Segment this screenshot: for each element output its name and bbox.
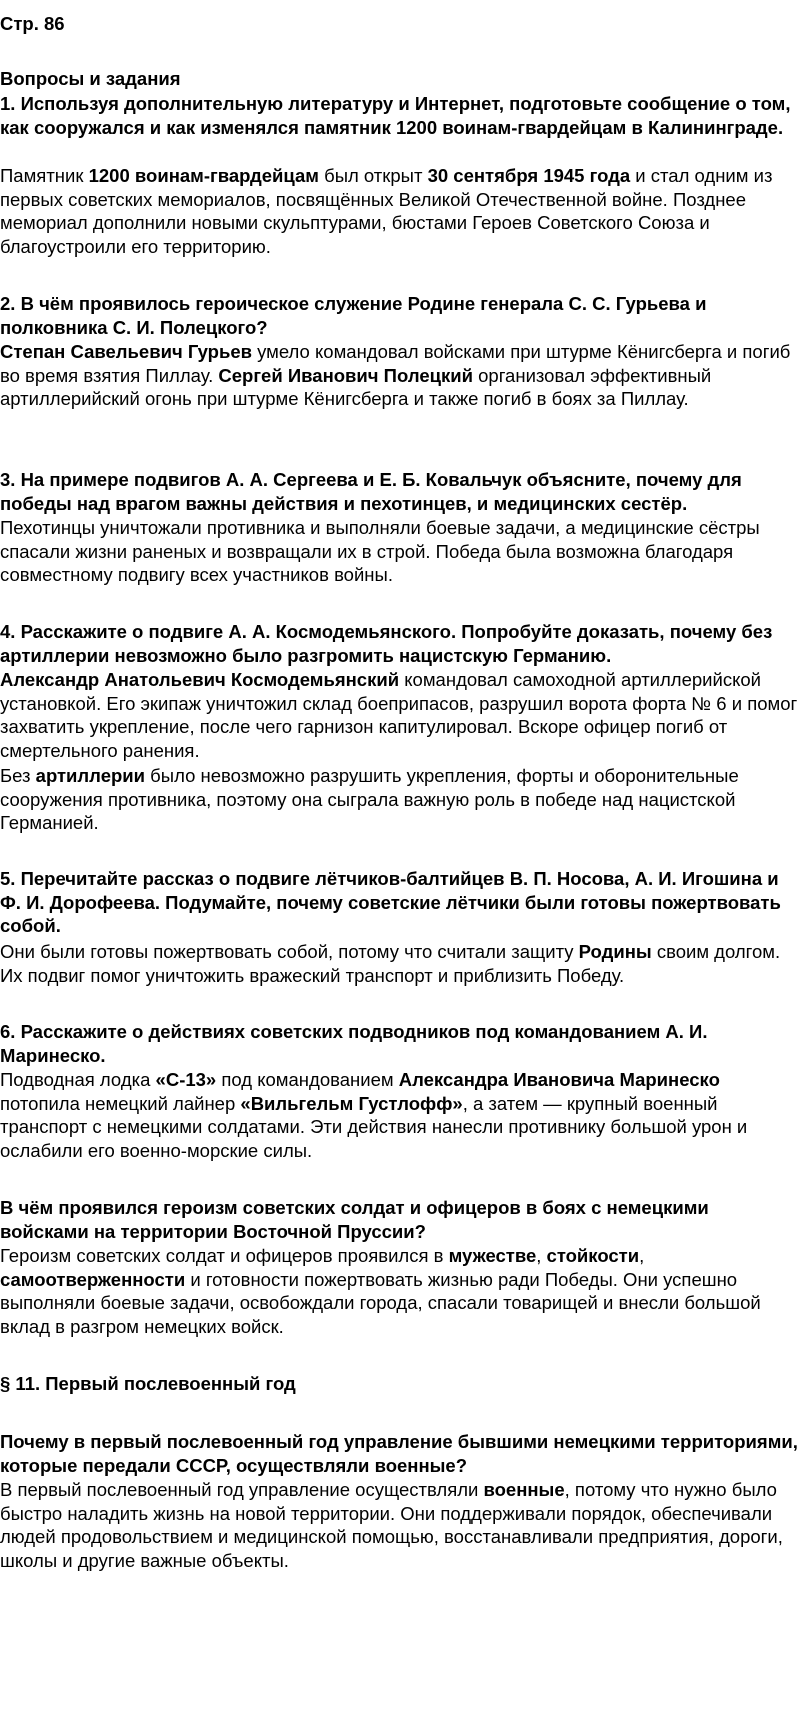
text-run: умело командовал войсками при штурме Кёнигсберга и погиб во время взятия Пиллау. bbox=[0, 341, 791, 386]
bold-text-run: «Вильгельм Густлофф» bbox=[240, 1092, 463, 1114]
text-run: Подводная лодка bbox=[0, 1069, 156, 1090]
bold-text-run: Степан Савельевич Гурьев bbox=[0, 341, 252, 362]
text-run: потопила немецкий лайнер bbox=[0, 1092, 241, 1114]
text-run: под командованием bbox=[216, 1069, 399, 1090]
bold-text-run: мужестве bbox=[448, 1245, 537, 1266]
text-run: своим долгом. Их подвиг помог уничтожить вражеский транспорт и приблизить Победу. bbox=[0, 941, 781, 986]
text-run: и стал одним из первых советских мемориалов, посвящённых Великой Отечественной войне. Позднее мемориал дополнили новыми скульптурами, бюстами Героев Советского Союза и благоустроили его территорию. bbox=[0, 165, 773, 257]
section-heading: § 11. Первый послевоенный год bbox=[0, 1373, 296, 1394]
answer-5-p1 bbox=[0, 940, 800, 987]
text-run: В первый послевоенный год управление осуществляли bbox=[0, 1479, 484, 1500]
text-run: Без bbox=[0, 765, 36, 786]
question-3: 3. На примере подвигов А. А. Сергеева и Е. Б. Ковальчук объясните, почему для победы над врагом важны действия и пехотинцев, и медицинских сестёр. bbox=[0, 469, 742, 514]
answer-4-p2 bbox=[0, 764, 800, 835]
text-run: Памятник bbox=[0, 165, 89, 186]
text-run: Они были готовы пожертвовать собой, потому что считали защиту bbox=[0, 941, 579, 962]
answer-7-p1 bbox=[0, 1244, 800, 1338]
bold-text-run: 1200 воинам-гвардейцам bbox=[88, 165, 319, 186]
bold-text-run: военные bbox=[483, 1479, 565, 1500]
text-run: организовал эффективный артиллерийский огонь при штурме Кёнигсберга и также погиб в боях за Пиллау. bbox=[0, 364, 712, 409]
text-run: Пехотинцы уничтожали противника и выполняли боевые задачи, а медицинские сёстры спасали жизни раненых и возвращали их в строй. Победа была возможна благодаря совместному подвигу всех участников войны. bbox=[0, 517, 760, 585]
text-run: было невозможно разрушить укрепления, форты и оборонительные сооружения противника, поэтому она сыграла важную роль в победе над нацистской Германией. bbox=[0, 765, 739, 833]
answer-final-p1 bbox=[0, 1478, 800, 1572]
question-1: 1. Используя дополнительную литературу и Интернет, подготовьте сообщение о том, как сооружался и как изменялся памятник 1200 воинам-гвардейцам в Калининграде. bbox=[0, 93, 791, 138]
page-header: Стр. 86 bbox=[0, 13, 65, 34]
question-2: 2. В чём проявилось героическое служение Родине генерала С. С. Гурьева и полковника С. И. Полецкого? bbox=[0, 293, 707, 338]
question-6: 6. Расскажите о действиях советских подводников под командованием А. И. Маринеско. bbox=[0, 1021, 708, 1066]
text-run: , bbox=[639, 1245, 645, 1266]
bold-text-run: Сергей Иванович Полецкий bbox=[218, 364, 473, 386]
text-run: , потому что нужно было быстро наладить жизнь на новой территории. Они поддерживали порядок, обеспечивали людей продовольствием и медицинской помощью, восстанавливали предприятия, дороги, школы и другие важные объекты. bbox=[0, 1479, 783, 1571]
bold-text-run: стойкости bbox=[546, 1245, 640, 1266]
text-run: был открыт bbox=[318, 165, 428, 186]
answer-1-p1 bbox=[0, 164, 800, 258]
section-title: Вопросы и задания bbox=[0, 68, 181, 89]
bold-text-run: Александра Ивановича Маринеско bbox=[398, 1069, 720, 1090]
bold-text-run: артиллерии bbox=[35, 765, 146, 786]
answer-4-p1 bbox=[0, 668, 800, 762]
bold-text-run: Александр Анатольевич Космодемьянский bbox=[0, 669, 400, 690]
question-7: В чём проявился героизм советских солдат и офицеров в боях с немецкими войсками на территории Восточной Пруссии? bbox=[0, 1197, 709, 1242]
answer-3-p1 bbox=[0, 516, 800, 587]
text-run: , а затем — крупный военный транспорт с немецкими солдатами. Эти действия нанесли противнику большой урон и ослабили его военно-морские силы. bbox=[0, 1092, 748, 1161]
question-final: Почему в первый послевоенный год управление бывшими немецкими территориями, которые передали СССР, осуществляли военные? bbox=[0, 1431, 798, 1476]
bold-text-run: 30 сентября 1945 года bbox=[427, 165, 631, 186]
text-run: и готовности пожертвовать жизнью ради Победы. Они успешно выполняли боевые задачи, освобождали города, спасали товарищей и внесли большой вклад в разгром немецких войск. bbox=[0, 1268, 761, 1337]
text-run: командовал самоходной артиллерийской установкой. Его экипаж уничтожил склад боеприпасов, разрушил ворота форта № 6 и помог захватить укрепление, после чего гарнизон капитулировал. Вскоре офицер погиб от смертельного ранения. bbox=[0, 669, 798, 761]
bold-text-run: «С-13» bbox=[155, 1069, 217, 1090]
bold-text-run: самоотверженности bbox=[0, 1268, 186, 1290]
text-run: , bbox=[536, 1245, 547, 1266]
answer-6-p1 bbox=[0, 1068, 800, 1162]
question-5: 5. Перечитайте рассказ о подвиге лётчиков-балтийцев В. П. Носова, А. И. Игошина и Ф. И. Дорофеева. Подумайте, почему советские лётчики были готовы пожертвовать собой. bbox=[0, 868, 781, 936]
bold-text-run: Родины bbox=[578, 941, 652, 962]
answer-2-p1 bbox=[0, 340, 800, 411]
text-run: Героизм советских солдат и офицеров проявился в bbox=[0, 1245, 449, 1266]
question-4: 4. Расскажите о подвиге А. А. Космодемьянского. Попробуйте доказать, почему без артиллерии невозможно было разгромить нацистскую Германию. bbox=[0, 621, 773, 666]
